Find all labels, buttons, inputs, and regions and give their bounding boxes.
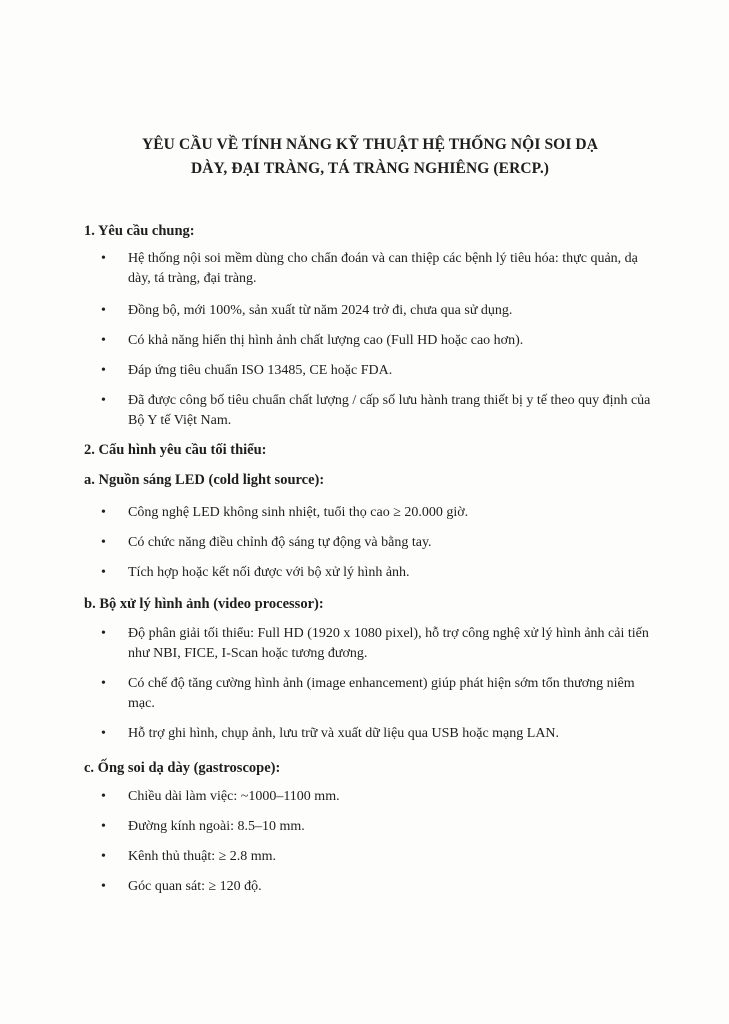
list-item-text: Đồng bộ, mới 100%, sản xuất từ năm 2024 trở đi, chưa qua sử dụng. [128, 303, 513, 318]
list-item-text: Tích hợp hoặc kết nối được với bộ xử lý hình ảnh. [128, 565, 410, 580]
list-item-text: Kênh thủ thuật: ≥ 2.8 mm. [128, 849, 277, 864]
bullet-icon: • [101, 626, 106, 641]
bullet-icon: • [101, 849, 106, 864]
list-item [101, 391, 661, 431]
section-heading-video-processor: b. Bộ xử lý hình ảnh (video processor): [84, 596, 324, 612]
bullet-icon: • [101, 393, 106, 408]
list-item [101, 624, 661, 664]
list-item [101, 847, 661, 867]
title-line-2: DÀY, ĐẠI TRÀNG, TÁ TRÀNG NGHIÊNG (ERCP.) [190, 160, 550, 177]
list-item-text: Hệ thống nội soi mềm dùng cho chẩn đoán và can thiệp các bệnh lý tiêu hóa: thực quản, dạ dày, tá tràng, đại tràng. [128, 251, 638, 286]
list-item [101, 361, 661, 381]
list-item-text: Hỗ trợ ghi hình, chụp ảnh, lưu trữ và xuất dữ liệu qua USB hoặc mạng LAN. [128, 726, 560, 741]
bullet-icon: • [101, 363, 106, 378]
list-item-text: Đường kính ngoài: 8.5–10 mm. [128, 819, 305, 834]
bullet-icon: • [101, 726, 106, 741]
list-item [101, 331, 661, 351]
list-item-text: Góc quan sát: ≥ 120 độ. [128, 879, 262, 894]
bullet-icon: • [101, 879, 106, 894]
list-item [101, 724, 661, 744]
list-item-text: Có khả năng hiển thị hình ảnh chất lượng cao (Full HD hoặc cao hơn). [128, 333, 524, 348]
bullet-icon: • [101, 333, 106, 348]
list-item [101, 787, 661, 807]
bullet-icon: • [101, 303, 106, 318]
section-heading-minimum-configuration: 2. Cấu hình yêu cầu tối thiểu: [84, 442, 267, 458]
list-item [101, 817, 661, 837]
document-title [90, 133, 650, 181]
bullet-icon: • [101, 505, 106, 520]
list-item [101, 533, 661, 553]
list-item [101, 674, 661, 714]
title-line-1: YÊU CẦU VỀ TÍNH NĂNG KỸ THUẬT HỆ THỐNG NỘI SOI DẠ [141, 136, 599, 153]
list-item-text: Đáp ứng tiêu chuẩn ISO 13485, CE hoặc FDA. [128, 363, 393, 378]
list-item [101, 249, 661, 289]
list-item-text: Có chế độ tăng cường hình ảnh (image enhancement) giúp phát hiện sớm tổn thương niêm mạc. [128, 676, 635, 711]
list-item-text: Công nghệ LED không sinh nhiệt, tuổi thọ cao ≥ 20.000 giờ. [128, 505, 469, 520]
bullet-icon: • [101, 819, 106, 834]
list-item-text: Có chức năng điều chỉnh độ sáng tự động và bằng tay. [128, 535, 432, 550]
list-item [101, 503, 661, 523]
list-item-text: Đã được công bố tiêu chuẩn chất lượng / cấp số lưu hành trang thiết bị y tế theo quy định của Bộ Y tế Việt Nam. [128, 393, 651, 428]
list-item-text: Độ phân giải tối thiểu: Full HD (1920 x 1080 pixel), hỗ trợ công nghệ xử lý hình ảnh cải tiến như NBI, FICE, I-Scan hoặc tương đương. [128, 626, 649, 661]
section-heading-general-requirements: 1. Yêu cầu chung: [84, 223, 195, 239]
list-item [101, 877, 661, 897]
list-item [101, 563, 661, 583]
bullet-icon: • [101, 251, 106, 266]
bullet-icon: • [101, 565, 106, 580]
list-item [101, 301, 661, 321]
bullet-icon: • [101, 789, 106, 804]
section-heading-led-light-source: a. Nguồn sáng LED (cold light source): [84, 472, 325, 488]
bullet-icon: • [101, 676, 106, 691]
list-item-text: Chiều dài làm việc: ~1000–1100 mm. [128, 789, 340, 804]
section-heading-gastroscope: c. Ống soi dạ dày (gastroscope): [84, 760, 281, 776]
bullet-icon: • [101, 535, 106, 550]
